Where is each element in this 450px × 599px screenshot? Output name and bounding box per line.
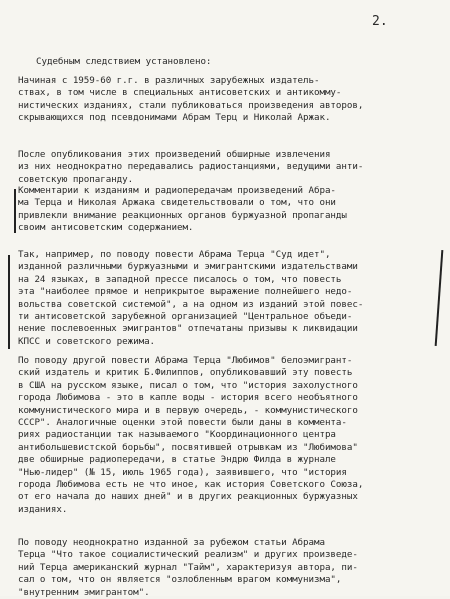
margin-mark bbox=[8, 255, 10, 349]
paragraph-lyubimov: По поводу другой повести Абрама Терца "Любимов" белоэмигрант- ский издатель и критик Б.Филиппов, опубликовавший эту повесть в США на русском языке, писал о том, что "история захолустного города Любимова - это в капле воды - история всего необъятного коммунистического мира и в первую очередь, - коммунистического СССР". Аналогичные оценки этой повести были даны в коммента- риях радиостанции так называемого "Координационного центра антибольшевистской борьбы", посвятившей отрывкам из "Любимова" две обширные радиопередачи, в статье Эндрю Филда в журнале "Нью-лидер" (№ 15, июль 1965 года), заявившего, что "история города Любимова есть не что иное, как история Советского Союза, от его начала до наших дней" и в других реакционных буржуазных изданиях. bbox=[18, 355, 364, 515]
margin-mark bbox=[14, 189, 16, 233]
paragraph-intro: Судебным следствием установлено: bbox=[36, 56, 212, 67]
paragraph-comments: Комментарии к изданиям и радиопередачам произведений Абра- ма Терца и Николая Аржака свидетельствовали о том, что они привлекли внимание реакционных органов буржуазной пропаганды своим антисоветским содержанием. bbox=[18, 185, 347, 234]
paragraph-sud-idet: Так, например, по поводу повести Абрама Терца "Суд идет", изданной различными буржуазными и эмигрантскими издательствами на 24 языках, в западной прессе писалось о том, что повесть эта "наиболее прямое и неприкрытое выражение полнейшего недо- вольства советской системой", а на одном из изданий этой повес- ти антисоветской зарубежной организацией "Центральное объеди- нение послевоенных эмигрантов" отпечатаны призывы к ликвидации КПСС и советского режима. bbox=[18, 249, 364, 347]
paragraph-radio: После опубликования этих произведений обширные извлечения из них неоднократно передавались радиостанциями, ведущими анти- советскую пропаганду. bbox=[18, 149, 364, 185]
paragraph-publications: Начиная с 1959-60 г.г. в различных зарубежных издатель- ствах, в том числе в специальных антисоветских и антикомму- нистических изданиях, стали публиковаться произведения авторов, скрывающихся под псевдонимами Абрам Терц и Николай Аржак. bbox=[18, 75, 364, 124]
paragraph-socrealism: По поводу неоднократно изданной за рубежом статьи Абрама Терца "Что такое социалистический реализм" и других произведе- ний Терца американский журнал "Тайм", характеризуя автора, пи- сал о том, что он является "озлобленным врагом коммунизма", "внутренним эмигрантом". bbox=[18, 537, 358, 598]
page-number: 2. bbox=[372, 14, 388, 29]
